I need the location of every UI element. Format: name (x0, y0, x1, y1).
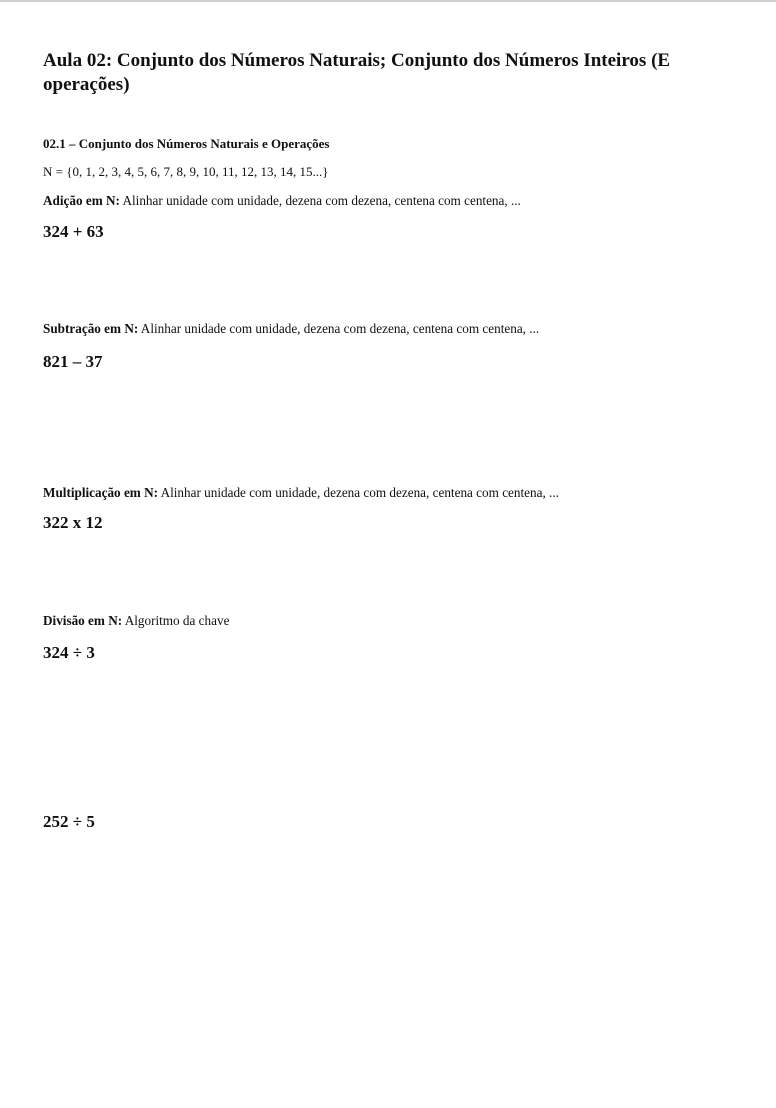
subtraction-label: Subtração em N: (43, 321, 139, 336)
page-top-border (0, 0, 776, 2)
division-expression-2: 252 ÷ 5 (43, 812, 95, 831)
subtraction-text: Alinhar unidade com unidade, dezena com dezena, centena com centena, ... (138, 321, 540, 336)
subtraction-expression: 821 – 37 (43, 352, 103, 371)
subtraction-description (43, 321, 539, 337)
addition-expression: 324 + 63 (43, 222, 104, 241)
addition-label: Adição em N: (43, 193, 120, 208)
division-text: Algoritmo da chave (122, 613, 230, 628)
natural-set-definition: N = {0, 1, 2, 3, 4, 5, 6, 7, 8, 9, 10, 11, 12, 13, 14, 15...} (43, 164, 329, 179)
addition-text: Alinhar unidade com unidade, dezena com dezena, centena com centena, ... (119, 193, 521, 208)
division-expression-1: 324 ÷ 3 (43, 643, 95, 662)
multiplication-expression: 322 x 12 (43, 513, 103, 532)
division-description (43, 613, 229, 629)
division-label: Divisão em N: (43, 613, 123, 628)
addition-description (43, 193, 521, 209)
page-title: Aula 02: Conjunto dos Números Naturais; Conjunto dos Números Inteiros (E operações) (43, 50, 671, 95)
multiplication-description (43, 485, 559, 501)
multiplication-label: Multiplicação em N: (43, 485, 158, 500)
section-heading: 02.1 – Conjunto dos Números Naturais e Operações (43, 136, 330, 151)
multiplication-text: Alinhar unidade com unidade, dezena com dezena, centena com centena, ... (158, 485, 559, 500)
